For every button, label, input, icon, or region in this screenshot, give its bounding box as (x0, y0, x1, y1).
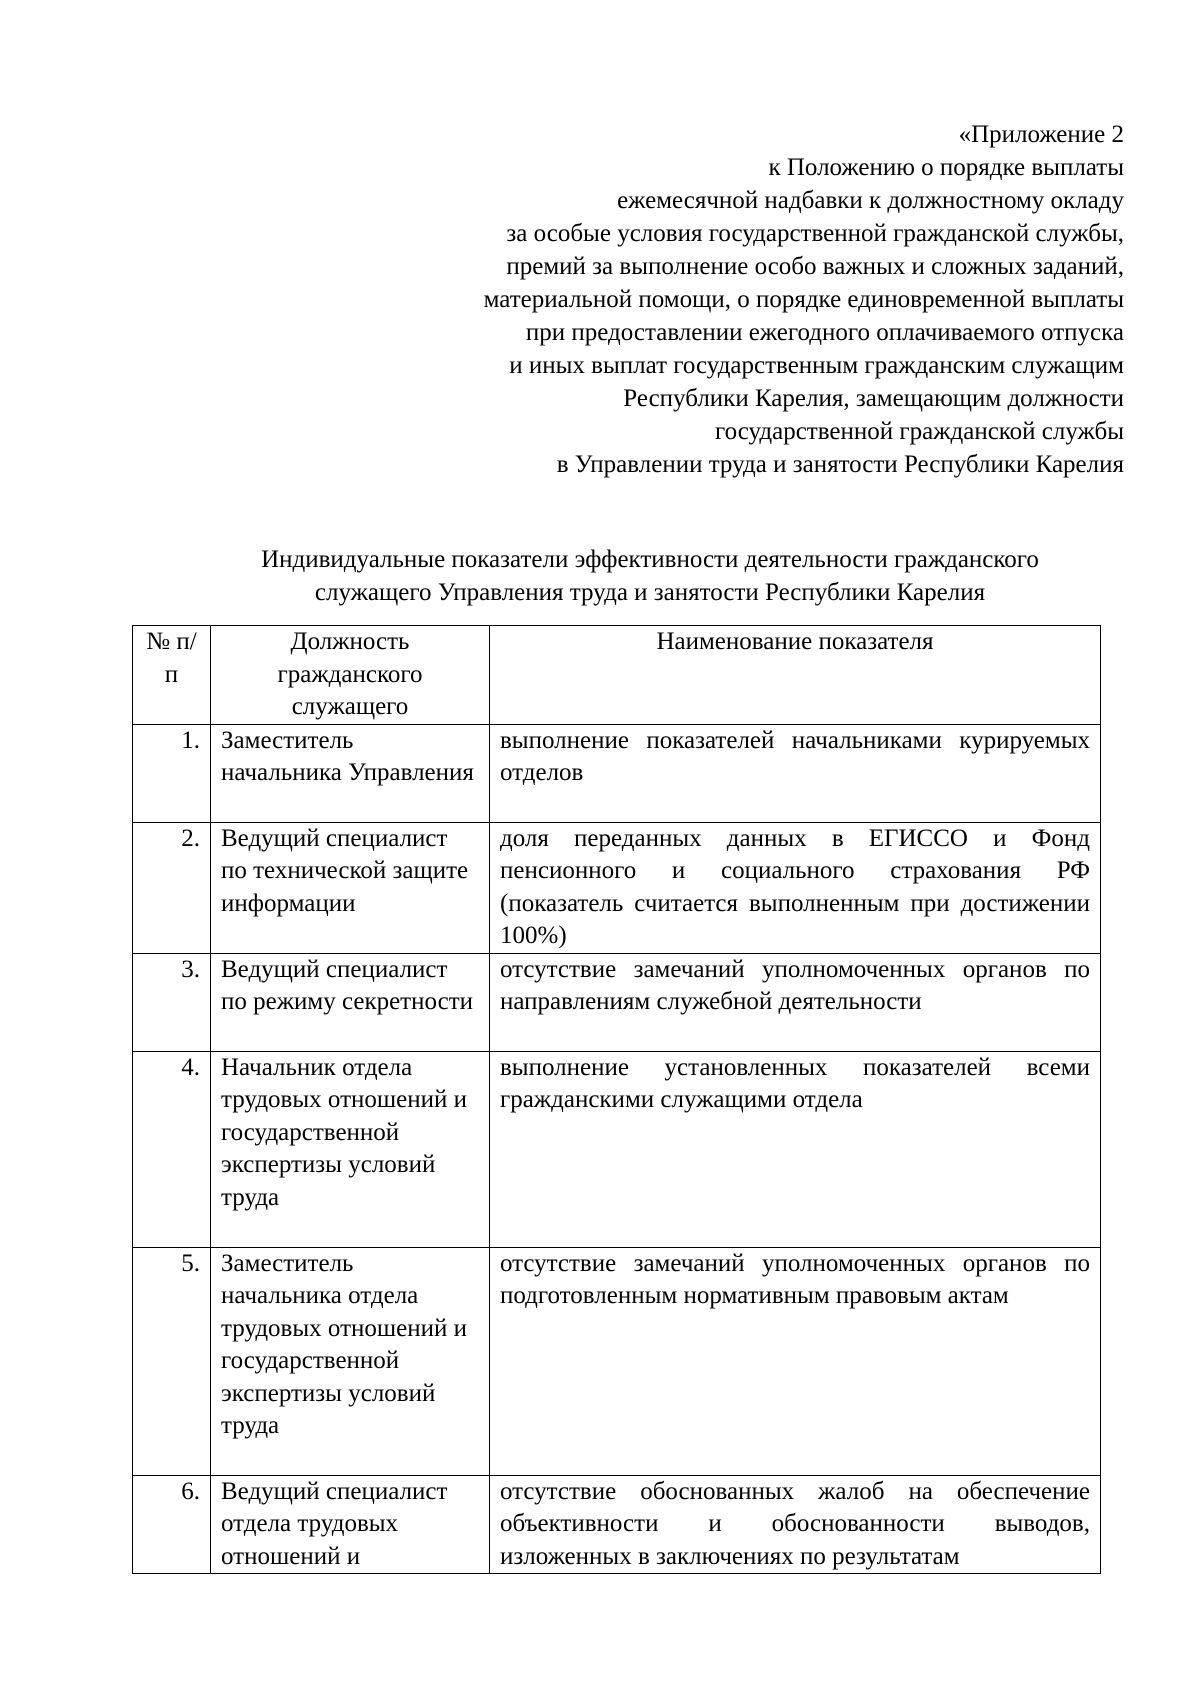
table-row (133, 724, 1101, 822)
row-position: Ведущий специалист по режиму секретности (211, 953, 490, 1051)
table-row (133, 1475, 1101, 1574)
row-number: 3. (133, 953, 211, 1051)
table-row (133, 1051, 1101, 1247)
row-indicator: выполнение показателей начальниками курируемых отделов (490, 724, 1101, 822)
header-line: за особые условия государственной гражданской службы, (506, 220, 1124, 247)
header-line: при предоставлении ежегодного оплачиваемого отпуска (525, 319, 1124, 346)
row-position: Начальник отдела трудовых отношений и государственной экспертизы условий труда (211, 1051, 490, 1247)
title-line-1: Индивидуальные показатели эффективности деятельности гражданского (261, 546, 1039, 573)
row-indicator: выполнение установленных показателей всеми гражданскими служащими отдела (490, 1051, 1101, 1247)
title-line-2: служащего Управления труда и занятости Республики Карелия (314, 579, 986, 606)
table-row (133, 822, 1101, 953)
header-line: Республики Карелия, замещающим должности (623, 385, 1124, 412)
table-row (133, 953, 1101, 1051)
row-position: Заместитель начальника Управления (211, 724, 490, 822)
header-line: к Положению о порядке выплаты (768, 154, 1124, 181)
row-position: Ведущий специалист по технической защите информации (211, 822, 490, 953)
row-indicator: доля переданных данных в ЕГИССО и Фонд пенсионного и социального страхования РФ (показатель считается выполненным при достижении 100%) (490, 822, 1101, 953)
header-number: № п/п (133, 626, 211, 725)
row-position: Заместитель начальника отдела трудовых отношений и государственной экспертизы условий труда (211, 1247, 490, 1475)
row-indicator: отсутствие замечаний уполномоченных органов по подготовленным нормативным правовым актам (490, 1247, 1101, 1475)
header-line: в Управлении труда и занятости Республики Карелия (556, 451, 1124, 478)
row-number: 1. (133, 724, 211, 822)
header-line: материальной помощи, о порядке единовременной выплаты (483, 286, 1124, 313)
header-position: Должность гражданского служащего (211, 626, 490, 725)
header-line: и иных выплат государственным гражданским служащим (509, 352, 1124, 379)
row-number: 2. (133, 822, 211, 953)
row-indicator: отсутствие замечаний уполномоченных органов по направлениям служебной деятельности (490, 953, 1101, 1051)
header-line: ежемесячной надбавки к должностному окладу (617, 187, 1124, 214)
header-line: премий за выполнение особо важных и сложных заданий, (506, 253, 1124, 280)
indicators-table (132, 625, 1101, 1574)
row-number: 4. (133, 1051, 211, 1247)
document-title (170, 543, 1130, 609)
row-indicator: отсутствие обоснованных жалоб на обеспечение объективности и обоснованности выводов, изложенных в заключениях по результатам (490, 1475, 1101, 1574)
appendix-header (324, 118, 1124, 481)
table-header-row (133, 626, 1101, 725)
header-line: «Приложение 2 (958, 121, 1124, 148)
header-indicator: Наименование показателя (490, 626, 1101, 725)
row-position: Ведущий специалист отдела трудовых отношений и (211, 1475, 490, 1574)
header-line: государственной гражданской службы (714, 418, 1124, 445)
row-number: 6. (133, 1475, 211, 1574)
table-row (133, 1247, 1101, 1475)
row-number: 5. (133, 1247, 211, 1475)
